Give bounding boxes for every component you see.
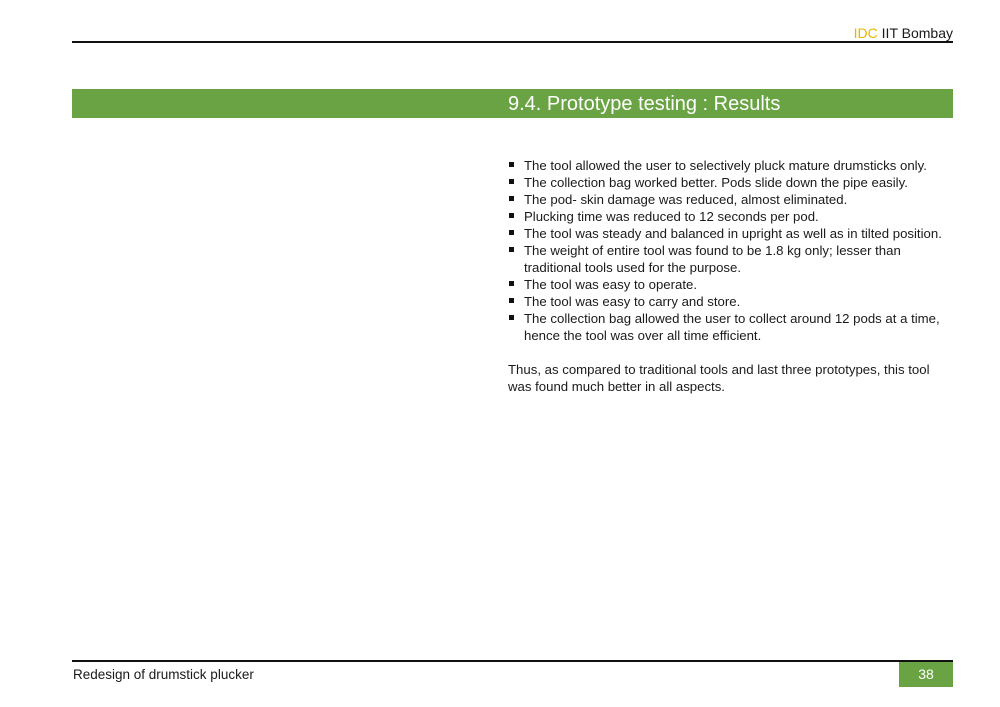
list-item [508, 157, 948, 174]
list-item-text: The weight of entire tool was found to be 1.8 kg only; lesser than traditional tools used for the purpose. [524, 243, 901, 275]
list-item-text: The collection bag allowed the user to collect around 12 pods at a time, hence the tool was over all time efficient. [524, 311, 940, 343]
section-title: 9.4. Prototype testing : Results [508, 93, 781, 115]
list-item [508, 242, 948, 276]
brand-institute: IIT Bombay [877, 25, 953, 41]
header-rule [72, 41, 953, 43]
list-item [508, 208, 948, 225]
bullet-square-icon [509, 213, 514, 218]
list-item-text: Plucking time was reduced to 12 seconds per pod. [524, 209, 819, 224]
list-item-text: The tool was easy to operate. [524, 277, 698, 292]
list-item [508, 276, 948, 293]
list-item-text: The pod- skin damage was reduced, almost eliminated. [524, 192, 848, 207]
bullet-square-icon [509, 247, 514, 252]
bullet-square-icon [509, 179, 514, 184]
bullet-square-icon [509, 162, 514, 167]
results-list [508, 157, 948, 344]
bullet-square-icon [509, 298, 514, 303]
list-item [508, 174, 948, 191]
list-item [508, 293, 948, 310]
list-item-text: The tool was steady and balanced in upright as well as in tilted position. [524, 226, 942, 241]
bullet-square-icon [509, 281, 514, 286]
list-item-text: The collection bag worked better. Pods slide down the pipe easily. [524, 175, 908, 190]
list-item-text: The tool was easy to carry and store. [524, 294, 741, 309]
list-item [508, 191, 948, 208]
conclusion-paragraph: Thus, as compared to traditional tools and last three prototypes, this tool was found much better in all aspects. [508, 362, 930, 394]
header-brand [854, 24, 953, 42]
footer-rule [72, 660, 953, 662]
list-item [508, 225, 948, 242]
bullet-square-icon [509, 196, 514, 201]
list-item-text: The tool allowed the user to selectively pluck mature drumsticks only. [524, 158, 927, 173]
brand-idc: IDC [853, 25, 878, 41]
bullet-square-icon [509, 315, 514, 320]
page-number: 38 [899, 662, 953, 687]
list-item [508, 310, 948, 344]
bullet-square-icon [509, 230, 514, 235]
results-content [508, 157, 948, 395]
section-title-bar [72, 89, 953, 118]
footer-document-title: Redesign of drumstick plucker [73, 667, 254, 682]
